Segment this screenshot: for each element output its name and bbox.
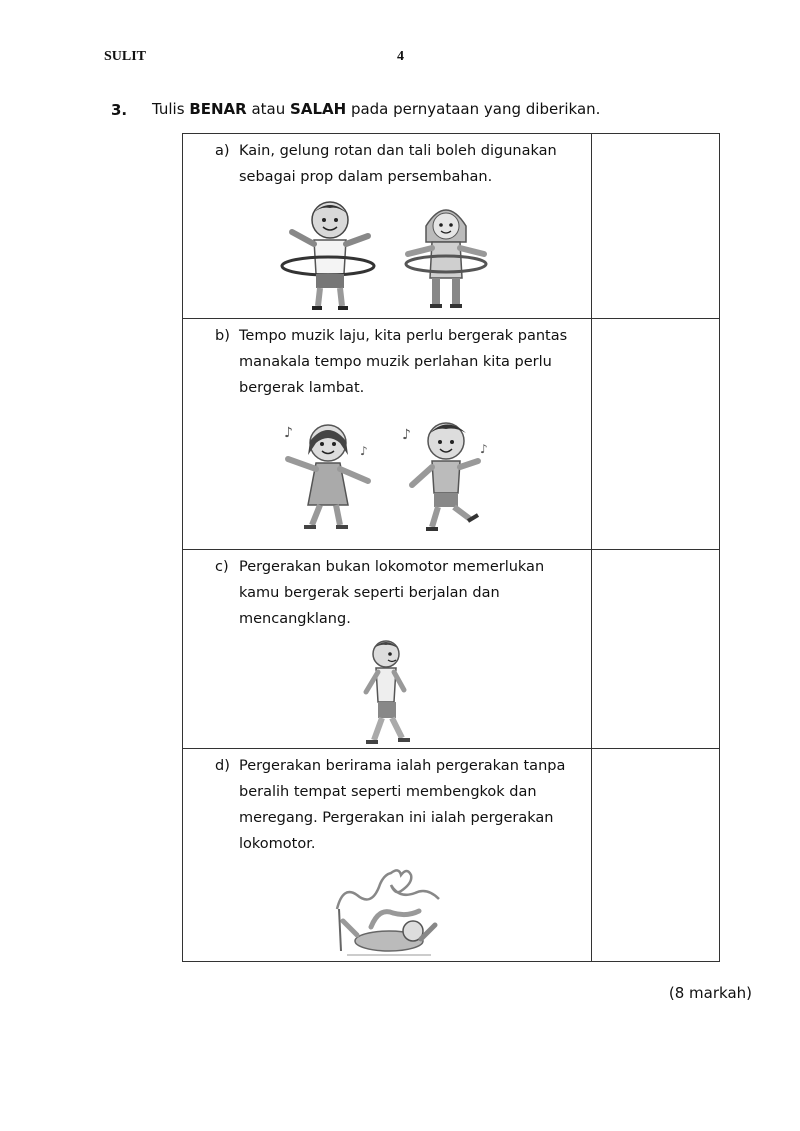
item-letter: b) xyxy=(215,328,230,344)
answer-cell-c[interactable] xyxy=(592,550,720,749)
header-label: SULIT xyxy=(104,49,147,64)
instruction-prefix: Tulis xyxy=(152,100,190,118)
boy-walking-icon xyxy=(352,636,422,748)
statement-cell-b xyxy=(183,319,592,550)
answer-cell-d[interactable] xyxy=(592,749,720,962)
answer-cell-a[interactable] xyxy=(592,134,720,319)
item-text: Pergerakan berirama ialah pergerakan tanpa beralih tempat seperti membengkok dan meregang. Pergerakan ini ialah pergerakan lokomotor. xyxy=(239,758,566,852)
svg-text:♪: ♪ xyxy=(480,442,488,456)
table-row-a xyxy=(183,134,720,319)
question-number: 3. xyxy=(111,101,128,119)
instruction-mid: atau xyxy=(246,100,291,118)
table-row-d xyxy=(183,749,720,962)
table-row-c xyxy=(183,550,720,749)
ribbon-gymnast-illustration xyxy=(183,865,591,961)
dancing-children-illustration xyxy=(183,415,591,535)
girl-hula-hoop-icon xyxy=(396,196,496,312)
item-letter: d) xyxy=(215,758,230,774)
item-letter: a) xyxy=(215,143,230,159)
word-true: BENAR xyxy=(189,100,247,118)
statement-cell-d xyxy=(183,749,592,962)
hula-hoop-children-illustration xyxy=(183,196,591,312)
table-row-b xyxy=(183,319,720,550)
girl-dancing-icon xyxy=(278,415,378,535)
question-instruction xyxy=(152,100,600,118)
question-table xyxy=(182,133,720,962)
item-text: Tempo muzik laju, kita perlu bergerak pantas manakala tempo muzik perlahan kita perlu bergerak lambat. xyxy=(239,328,568,396)
svg-text:♪: ♪ xyxy=(284,425,293,441)
word-false: SALAH xyxy=(290,100,347,118)
item-text: Pergerakan bukan lokomotor memerlukan kamu bergerak seperti berjalan dan mencangklang. xyxy=(239,559,545,627)
item-text: Kain, gelung rotan dan tali boleh digunakan sebagai prop dalam persembahan. xyxy=(239,143,557,185)
item-letter: c) xyxy=(215,559,229,575)
statement-cell-a xyxy=(183,134,592,319)
svg-text:♪: ♪ xyxy=(402,427,411,443)
marks-label: (8 markah) xyxy=(668,984,752,1002)
page-number: 4 xyxy=(397,49,404,64)
gymnast-ribbon-icon xyxy=(327,865,447,961)
instruction-suffix: pada pernyataan yang diberikan. xyxy=(346,100,601,118)
boy-hula-hoop-icon xyxy=(278,196,378,312)
svg-text:♪: ♪ xyxy=(360,444,368,458)
boy-dancing-icon xyxy=(396,415,496,535)
answer-cell-b[interactable] xyxy=(592,319,720,550)
statement-cell-c xyxy=(183,550,592,749)
walking-boy-illustration xyxy=(183,636,591,748)
